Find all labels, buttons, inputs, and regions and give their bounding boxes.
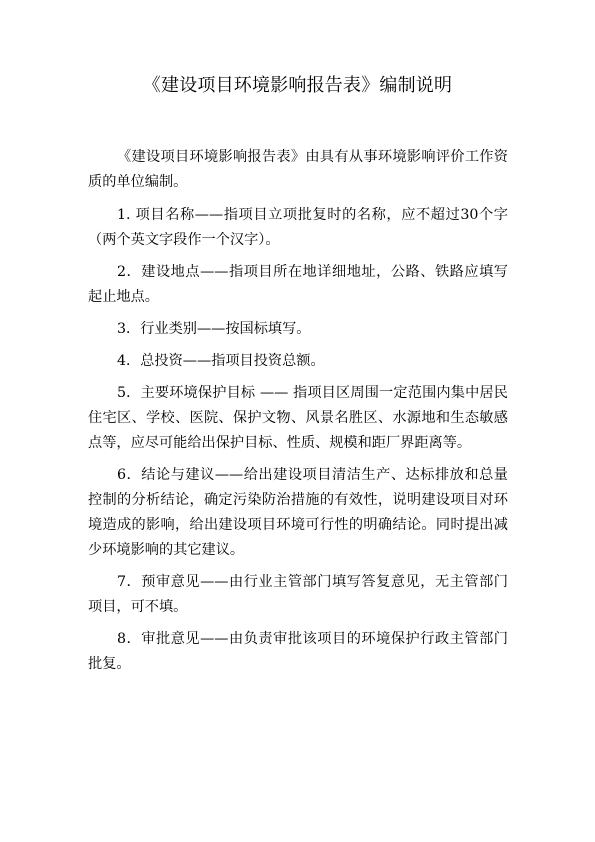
item-protection-targets: 5．主要环境保护目标 —— 指项目区周围一定范围内集中居民住宅区、学校、医院、保护文物、风景名胜区、水源地和生态敏感点等，应尽可能给出保护目标、性质、规模和距厂界距离等。 [88, 385, 508, 451]
item-preliminary-review: 7．预审意见——由行业主管部门填写答复意见，无主管部门项目，可不填。 [88, 574, 508, 615]
document-title: 《建设项目环境影响报告表》编制说明 [142, 75, 453, 96]
item-industry-category: 3．行业类别——按国标填写。 [117, 321, 311, 337]
item-conclusions-suggestions: 6．结论与建议——给出建设项目清洁生产、达标排放和总量控制的分析结论，确定污染防治措施的有效性，说明建设项目对环境造成的影响，给出建设项目环境可行性的明确结论。同时提出减少环境影响的其它建议。 [88, 467, 508, 558]
item-approval-opinion: 8．审批意见——由负责审批该项目的环境保护行政主管部门批复。 [88, 631, 508, 672]
item-project-name: 1. 项目名称——指项目立项批复时的名称，应不超过30个字（两个英文字段作一个汉字）。 [88, 207, 508, 248]
item-total-investment: 4．总投资——指项目投资总额。 [117, 353, 325, 369]
item-construction-location: 2．建设地点——指项目所在地详细地址，公路、铁路应填写起止地点。 [88, 264, 508, 305]
document-body [88, 145, 508, 684]
intro-paragraph: 《建设项目环境影响报告表》由具有从事环境影响评价工作资质的单位编制。 [88, 149, 508, 190]
